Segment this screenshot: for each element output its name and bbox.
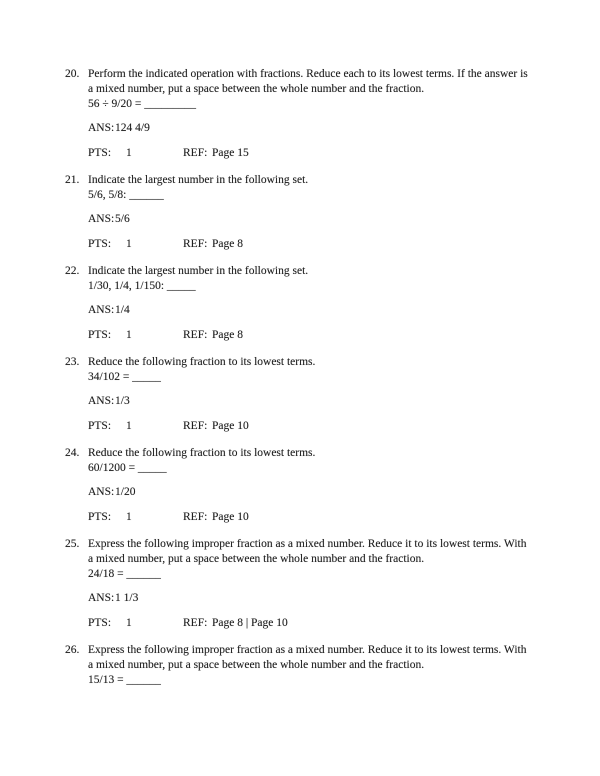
question-number: 25. [65, 538, 80, 550]
question-block [65, 67, 570, 161]
question-expression: 34/102 = _____ [88, 371, 161, 383]
question-row [65, 446, 570, 476]
question-body [88, 537, 528, 582]
answer-value: 1 1/3 [115, 592, 139, 604]
reference-label: REF: [183, 147, 208, 159]
question-number: 22. [65, 265, 80, 277]
answer-label: ANS: [88, 592, 115, 604]
points-label: PTS: [88, 511, 112, 523]
reference-label: REF: [183, 511, 208, 523]
reference-label: REF: [183, 238, 208, 250]
answer-row [88, 212, 570, 227]
question-block [65, 173, 570, 252]
question-body [88, 264, 528, 294]
points-label: PTS: [88, 617, 112, 629]
reference-value: Page 10 [212, 511, 249, 523]
reference-value: Page 8 [212, 238, 243, 250]
question-expression: 15/13 = ______ [88, 674, 161, 686]
question-block [65, 355, 570, 434]
reference-group [183, 510, 249, 525]
points-label: PTS: [88, 420, 112, 432]
reference-group [183, 419, 249, 434]
reference-value: Page 10 [212, 420, 249, 432]
pts-ref-row [88, 419, 570, 434]
points-value: 1 [126, 420, 132, 432]
question-body [88, 643, 528, 688]
question-text: Perform the indicated operation with fractions. Reduce each to its lowest terms. If the answer is a mixed number, put a space between the whole number and the fraction. [88, 68, 528, 95]
pts-ref-row [88, 616, 570, 631]
reference-label: REF: [183, 329, 208, 341]
question-number: 21. [65, 174, 80, 186]
points-value: 1 [126, 147, 132, 159]
reference-value: Page 8 | Page 10 [212, 617, 288, 629]
question-list [65, 67, 570, 688]
question-row [65, 643, 570, 688]
question-row [65, 67, 570, 112]
question-block [65, 537, 570, 631]
question-block [65, 264, 570, 343]
pts-ref-row [88, 510, 570, 525]
reference-label: REF: [183, 617, 208, 629]
question-expression: 60/1200 = _____ [88, 462, 167, 474]
answer-label: ANS: [88, 395, 115, 407]
reference-group [183, 237, 243, 252]
points-label: PTS: [88, 329, 112, 341]
question-number: 20. [65, 68, 80, 80]
question-body [88, 355, 528, 385]
question-block [65, 643, 570, 688]
points-group [88, 146, 183, 161]
points-group [88, 237, 183, 252]
question-body [88, 446, 528, 476]
answer-value: 1/20 [115, 486, 136, 498]
points-value: 1 [126, 511, 132, 523]
answer-label: ANS: [88, 486, 115, 498]
question-number: 24. [65, 447, 80, 459]
pts-ref-row [88, 146, 570, 161]
answer-row [88, 394, 570, 409]
question-text: Indicate the largest number in the following set. [88, 265, 309, 277]
reference-group [183, 328, 243, 343]
points-group [88, 328, 183, 343]
points-group [88, 510, 183, 525]
question-number: 26. [65, 644, 80, 656]
reference-label: REF: [183, 420, 208, 432]
answer-value: 124 4/9 [115, 122, 150, 134]
points-label: PTS: [88, 238, 112, 250]
reference-value: Page 15 [212, 147, 249, 159]
reference-group [183, 616, 288, 631]
question-text: Express the following improper fraction as a mixed number. Reduce it to its lowest terms. With a mixed number, put a space between the whole number and the fraction. [88, 644, 527, 671]
question-row [65, 173, 570, 203]
answer-label: ANS: [88, 122, 115, 134]
points-value: 1 [126, 617, 132, 629]
question-row [65, 537, 570, 582]
reference-group [183, 146, 249, 161]
answer-value: 5/6 [115, 213, 130, 225]
points-label: PTS: [88, 147, 112, 159]
question-text: Reduce the following fraction to its lowest terms. [88, 356, 316, 368]
question-text: Indicate the largest number in the following set. [88, 174, 309, 186]
question-expression: 56 ÷ 9/20 = _________ [88, 98, 196, 110]
question-expression: 5/6, 5/8: ______ [88, 189, 164, 201]
points-value: 1 [126, 329, 132, 341]
question-row [65, 355, 570, 385]
answer-row [88, 121, 570, 136]
question-row [65, 264, 570, 294]
answer-value: 1/3 [115, 395, 130, 407]
points-value: 1 [126, 238, 132, 250]
answer-row [88, 303, 570, 318]
question-body [88, 67, 528, 112]
points-group [88, 419, 183, 434]
answer-row [88, 485, 570, 500]
question-block [65, 446, 570, 525]
question-expression: 24/18 = ______ [88, 568, 161, 580]
pts-ref-row [88, 328, 570, 343]
question-expression: 1/30, 1/4, 1/150: _____ [88, 280, 196, 292]
question-number: 23. [65, 356, 80, 368]
answer-label: ANS: [88, 304, 115, 316]
question-body [88, 173, 528, 203]
reference-value: Page 8 [212, 329, 243, 341]
answer-row [88, 591, 570, 606]
question-text: Reduce the following fraction to its lowest terms. [88, 447, 316, 459]
question-text: Express the following improper fraction as a mixed number. Reduce it to its lowest terms. With a mixed number, put a space between the whole number and the fraction. [88, 538, 527, 565]
points-group [88, 616, 183, 631]
pts-ref-row [88, 237, 570, 252]
answer-label: ANS: [88, 213, 115, 225]
answer-value: 1/4 [115, 304, 130, 316]
